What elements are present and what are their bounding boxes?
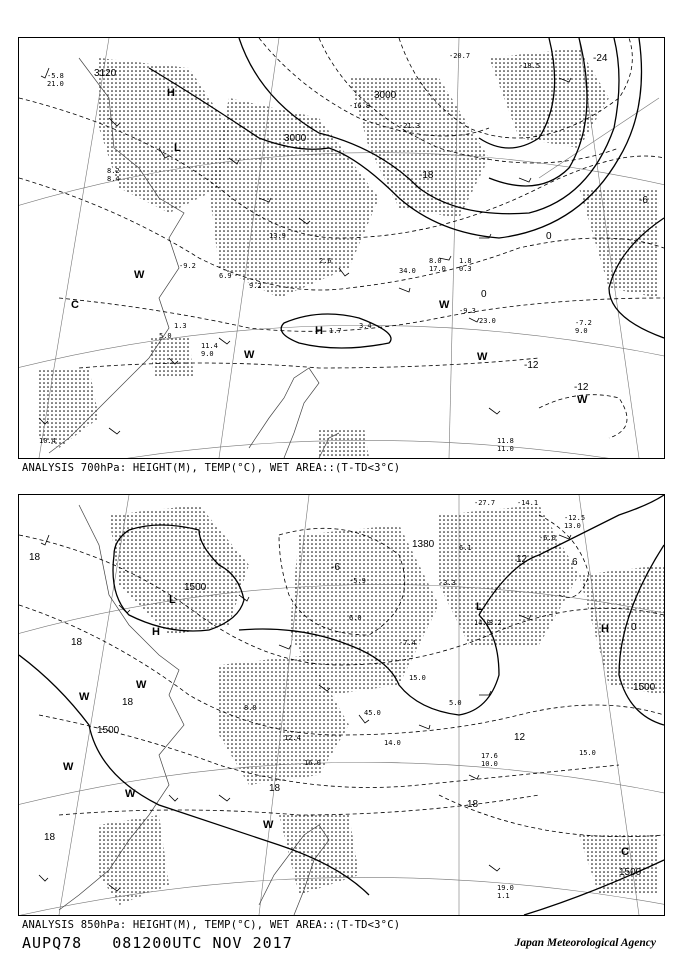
map-panel-850hpa bbox=[18, 494, 665, 916]
station-value: 10.0 bbox=[481, 760, 498, 768]
station-value: 15.0 bbox=[579, 749, 596, 757]
station-value: 17.6 bbox=[481, 752, 498, 760]
station-value: 11.8 bbox=[497, 437, 514, 445]
station-value: 14.0 bbox=[384, 739, 401, 747]
station-value: -21.3 bbox=[399, 122, 421, 130]
station-value: 12.4 bbox=[284, 734, 301, 742]
temp-label: 0 bbox=[631, 622, 637, 633]
station-value: 8.0 bbox=[244, 704, 257, 712]
height-label: 1500 bbox=[97, 725, 120, 736]
footer-left bbox=[22, 934, 293, 952]
agency-credit: Japan Meteorological Agency bbox=[514, 937, 656, 949]
cold-symbol: C bbox=[71, 299, 79, 311]
warm-symbol: W bbox=[439, 299, 450, 311]
station-value: 1.8 bbox=[459, 257, 472, 265]
station-value: -5.9 bbox=[349, 577, 366, 585]
station-value: 3.2 bbox=[489, 619, 502, 627]
station-value: -14.1 bbox=[517, 499, 539, 507]
map-850hpa-canvas bbox=[19, 495, 664, 915]
high-pressure-symbol: H bbox=[167, 87, 175, 99]
map-panel-700hpa bbox=[18, 37, 665, 459]
station-value: 11.4 bbox=[201, 342, 218, 350]
station-value: 17.0 bbox=[429, 265, 446, 273]
station-value: -9.2 bbox=[179, 262, 196, 270]
temp-label: -6 bbox=[331, 562, 340, 573]
station-value: 3.4 bbox=[359, 322, 372, 330]
temp-label: -12 bbox=[574, 382, 589, 393]
temp-label: 18 bbox=[71, 637, 83, 648]
station-value: 6.0 bbox=[349, 614, 362, 622]
station-value: 10.4 bbox=[39, 437, 56, 445]
temp-label: 18 bbox=[269, 783, 281, 794]
station-value: 8.2 bbox=[107, 167, 120, 175]
high-pressure-symbol: H bbox=[152, 626, 160, 638]
station-value: 14.0 bbox=[474, 619, 491, 627]
temp-label: 12 bbox=[516, 554, 528, 565]
height-label: 3120 bbox=[94, 68, 117, 79]
height-label: 1380 bbox=[412, 539, 435, 550]
station-value: -20.7 bbox=[449, 52, 471, 60]
station-value: 13.9 bbox=[269, 232, 286, 240]
station-value: 5.0 bbox=[449, 699, 462, 707]
temp-label: 18 bbox=[44, 832, 56, 843]
station-value: 0.3 bbox=[459, 265, 472, 273]
station-value: 6.9 bbox=[219, 272, 232, 280]
warm-symbol: W bbox=[125, 788, 136, 800]
warm-symbol: W bbox=[79, 691, 90, 703]
station-value: -6.0 bbox=[539, 534, 556, 542]
station-value: 8.4 bbox=[107, 175, 120, 183]
low-pressure-symbol: L bbox=[476, 601, 483, 613]
warm-symbol: W bbox=[63, 761, 74, 773]
wet-areas bbox=[99, 505, 664, 905]
station-value: 1.1 bbox=[497, 892, 510, 900]
station-value: -5.8 bbox=[47, 72, 64, 80]
panel-caption-700hpa: ANALYSIS 700hPa: HEIGHT(M), TEMP(°C), WET AREA::(T-TD<3°C) bbox=[22, 462, 401, 474]
station-value: -27.7 bbox=[474, 499, 496, 507]
low-pressure-symbol: L bbox=[169, 594, 176, 606]
station-value: 6.1 bbox=[459, 544, 472, 552]
temp-label: 0 bbox=[481, 289, 487, 300]
warm-symbol: W bbox=[577, 394, 588, 406]
station-value: 2.6 bbox=[319, 257, 332, 265]
temp-label: -6 bbox=[639, 195, 648, 206]
warm-symbol: W bbox=[134, 269, 145, 281]
station-value: 9.0 bbox=[575, 327, 588, 335]
station-value: -18.5 bbox=[519, 62, 541, 70]
station-value: 1.7 bbox=[329, 327, 342, 335]
station-value: -16.8 bbox=[349, 102, 371, 110]
temp-label: -24 bbox=[593, 53, 608, 64]
map-700hpa-canvas bbox=[19, 38, 664, 458]
panel-caption-850hpa: ANALYSIS 850hPa: HEIGHT(M), TEMP(°C), WET AREA::(T-TD<3°C) bbox=[22, 919, 401, 931]
station-value: 23.0 bbox=[479, 317, 496, 325]
station-value: -7.4 bbox=[399, 639, 416, 647]
temp-label: 18 bbox=[467, 799, 479, 810]
temp-label: 6 bbox=[572, 557, 578, 568]
high-pressure-symbol: H bbox=[315, 325, 323, 337]
cold-symbol: C bbox=[621, 846, 629, 858]
station-value: 9.2 bbox=[249, 282, 262, 290]
low-pressure-symbol: L bbox=[174, 142, 181, 154]
station-value: -12.5 bbox=[564, 514, 586, 522]
warm-symbol: W bbox=[477, 351, 488, 363]
temp-label: 18 bbox=[122, 697, 134, 708]
station-value: 5.0 bbox=[159, 332, 172, 340]
height-label: 3000 bbox=[374, 90, 397, 101]
station-value: 19.0 bbox=[497, 884, 514, 892]
station-value: 21.0 bbox=[47, 80, 64, 88]
product-code: AUPQ78 bbox=[22, 934, 83, 952]
temp-label: 12 bbox=[514, 732, 526, 743]
station-value: -9.3 bbox=[459, 307, 476, 315]
station-value: -7.2 bbox=[575, 319, 592, 327]
warm-symbol: W bbox=[263, 819, 274, 831]
height-label: 1500 bbox=[184, 582, 207, 593]
station-value: 16.0 bbox=[304, 759, 321, 767]
station-value: 1.3 bbox=[174, 322, 187, 330]
station-value: 34.0 bbox=[399, 267, 416, 275]
station-value: 15.0 bbox=[409, 674, 426, 682]
station-value: 13.0 bbox=[564, 522, 581, 530]
height-label: 1500 bbox=[619, 867, 642, 878]
temp-label: -18 bbox=[419, 170, 434, 181]
station-value: 9.0 bbox=[201, 350, 214, 358]
station-value: 45.0 bbox=[364, 709, 381, 717]
warm-symbol: W bbox=[244, 349, 255, 361]
station-value: 8.0 bbox=[429, 257, 442, 265]
temp-label: 18 bbox=[29, 552, 41, 563]
high-pressure-symbol: H bbox=[601, 623, 609, 635]
temp-label: -12 bbox=[524, 360, 539, 371]
height-label: 3000 bbox=[284, 133, 307, 144]
station-value: 11.0 bbox=[497, 445, 514, 453]
warm-symbol: W bbox=[136, 679, 147, 691]
analysis-datetime: 081200UTC NOV 2017 bbox=[112, 934, 293, 952]
temp-label: 0 bbox=[546, 231, 552, 242]
station-value: -3.3 bbox=[439, 579, 456, 587]
height-label: 1500 bbox=[633, 682, 656, 693]
